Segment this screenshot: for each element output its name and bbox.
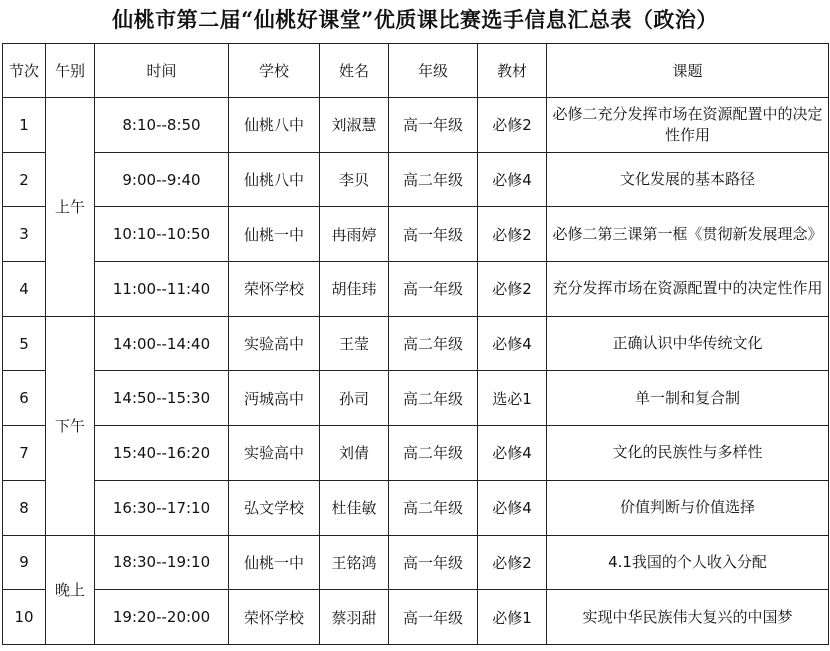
cell-no: 9: [3, 535, 46, 590]
cell-no: 4: [3, 262, 46, 317]
cell-time: 8:10--8:50: [95, 98, 229, 153]
cell-time: 11:00--11:40: [95, 262, 229, 317]
table-row: [3, 371, 829, 426]
cell-name: 李贝: [320, 152, 389, 207]
cell-textbook: 必修2: [478, 98, 547, 153]
cell-time: 18:30--19:10: [95, 535, 229, 590]
cell-time: 14:50--15:30: [95, 371, 229, 426]
header-row: [3, 44, 829, 98]
cell-time: 9:00--9:40: [95, 152, 229, 207]
cell-topic: 实现中华民族伟大复兴的中国梦: [547, 590, 829, 645]
cell-grade: 高二年级: [389, 316, 478, 371]
cell-textbook: 必修4: [478, 426, 547, 481]
cell-topic: 4.1我国的个人收入分配: [547, 535, 829, 590]
header-topic: 课题: [547, 44, 829, 98]
cell-grade: 高一年级: [389, 590, 478, 645]
cell-time: 14:00--14:40: [95, 316, 229, 371]
table-row: [3, 207, 829, 262]
table-row: [3, 480, 829, 535]
cell-grade: 高二年级: [389, 426, 478, 481]
header-name: 姓名: [320, 44, 389, 98]
header-time: 时间: [95, 44, 229, 98]
cell-name: 王铭鸿: [320, 535, 389, 590]
cell-topic: 充分发挥市场在资源配置中的决定性作用: [547, 262, 829, 317]
header-textbook: 教材: [478, 44, 547, 98]
cell-name: 胡佳玮: [320, 262, 389, 317]
cell-school: 实验高中: [229, 316, 320, 371]
cell-school: 仙桃一中: [229, 535, 320, 590]
cell-time: 19:20--20:00: [95, 590, 229, 645]
cell-school: 弘文学校: [229, 480, 320, 535]
table-row: [3, 98, 829, 153]
cell-session-evening: 晚上: [46, 535, 95, 644]
header-school: 学校: [229, 44, 320, 98]
cell-session-afternoon: 下午: [46, 316, 95, 535]
contestant-table: [2, 43, 829, 645]
table-row: [3, 152, 829, 207]
cell-school: 实验高中: [229, 426, 320, 481]
cell-no: 6: [3, 371, 46, 426]
cell-grade: 高二年级: [389, 480, 478, 535]
cell-name: 蔡羽甜: [320, 590, 389, 645]
cell-school: 仙桃一中: [229, 207, 320, 262]
table-row: [3, 316, 829, 371]
cell-textbook: 必修4: [478, 316, 547, 371]
cell-no: 10: [3, 590, 46, 645]
cell-session-morning: 上午: [46, 98, 95, 317]
cell-school: 荣怀学校: [229, 262, 320, 317]
header-grade: 年级: [389, 44, 478, 98]
cell-name: 孙司: [320, 371, 389, 426]
cell-grade: 高一年级: [389, 207, 478, 262]
cell-school: 荣怀学校: [229, 590, 320, 645]
cell-time: 16:30--17:10: [95, 480, 229, 535]
cell-grade: 高一年级: [389, 535, 478, 590]
header-session: 午别: [46, 44, 95, 98]
cell-textbook: 必修4: [478, 152, 547, 207]
cell-textbook: 必修4: [478, 480, 547, 535]
header-period-no: 节次: [3, 44, 46, 98]
cell-name: 刘倩: [320, 426, 389, 481]
cell-grade: 高一年级: [389, 262, 478, 317]
cell-no: 7: [3, 426, 46, 481]
cell-no: 5: [3, 316, 46, 371]
page-title: 仙桃市第二届“仙桃好课堂”优质课比赛选手信息汇总表（政治）: [112, 7, 718, 32]
table-row: [3, 535, 829, 590]
cell-grade: 高二年级: [389, 371, 478, 426]
cell-textbook: 必修2: [478, 262, 547, 317]
cell-school: 仙桃八中: [229, 98, 320, 153]
table-row: [3, 426, 829, 481]
cell-topic: 必修二第三课第一框《贯彻新发展理念》: [547, 207, 829, 262]
cell-topic: 必修二充分发挥市场在资源配置中的决定性作用: [547, 98, 829, 153]
cell-no: 1: [3, 98, 46, 153]
cell-grade: 高二年级: [389, 152, 478, 207]
cell-textbook: 必修2: [478, 535, 547, 590]
cell-time: 15:40--16:20: [95, 426, 229, 481]
cell-topic: 文化发展的基本路径: [547, 152, 829, 207]
cell-name: 刘淑慧: [320, 98, 389, 153]
cell-no: 8: [3, 480, 46, 535]
cell-name: 冉雨婷: [320, 207, 389, 262]
cell-school: 沔城高中: [229, 371, 320, 426]
cell-topic: 单一制和复合制: [547, 371, 829, 426]
cell-topic: 文化的民族性与多样性: [547, 426, 829, 481]
cell-name: 杜佳敏: [320, 480, 389, 535]
cell-textbook: 必修1: [478, 590, 547, 645]
cell-topic: 正确认识中华传统文化: [547, 316, 829, 371]
cell-name: 王莹: [320, 316, 389, 371]
table-row: [3, 590, 829, 645]
cell-school: 仙桃八中: [229, 152, 320, 207]
cell-no: 3: [3, 207, 46, 262]
cell-textbook: 选必1: [478, 371, 547, 426]
cell-time: 10:10--10:50: [95, 207, 229, 262]
table-row: [3, 262, 829, 317]
cell-topic: 价值判断与价值选择: [547, 480, 829, 535]
cell-no: 2: [3, 152, 46, 207]
cell-grade: 高一年级: [389, 98, 478, 153]
cell-textbook: 必修2: [478, 207, 547, 262]
